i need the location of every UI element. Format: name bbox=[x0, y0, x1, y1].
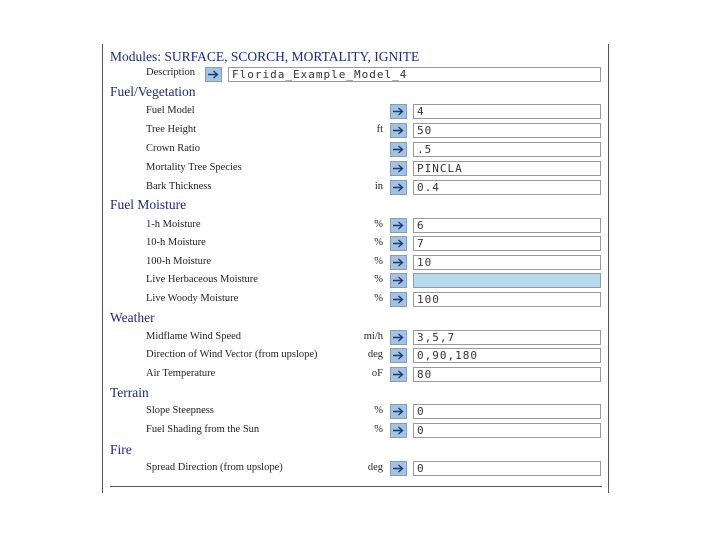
tree-height-label: Tree Height bbox=[146, 124, 197, 135]
midflame-wind-speed-label: Midflame Wind Speed bbox=[146, 331, 242, 342]
live-herbaceous-moisture-field[interactable] bbox=[413, 273, 601, 288]
description-label: Description bbox=[146, 67, 195, 78]
slope-steepness-unit: % bbox=[374, 405, 383, 416]
1-h-moisture-arrow-button[interactable] bbox=[390, 218, 407, 233]
direction-of-wind-vector-from-upslope-field[interactable]: 0,90,180 bbox=[413, 348, 601, 363]
mortality-tree-species-label: Mortality Tree Species bbox=[146, 162, 242, 173]
right-arrow-icon bbox=[393, 239, 404, 248]
tree-height-unit: ft bbox=[376, 124, 383, 135]
direction-of-wind-vector-from-upslope-arrow-button[interactable] bbox=[390, 348, 407, 363]
direction-of-wind-vector-from-upslope-label: Direction of Wind Vector (from upslope) bbox=[146, 349, 318, 360]
section-heading-fire: Fire bbox=[110, 442, 132, 457]
100-h-moisture-unit: % bbox=[374, 256, 383, 267]
air-temperature-label: Air Temperature bbox=[146, 368, 216, 379]
fuel-shading-from-the-sun-field[interactable]: 0 bbox=[413, 423, 601, 438]
air-temperature-arrow-button[interactable] bbox=[390, 367, 407, 382]
right-arrow-icon bbox=[393, 258, 404, 267]
mortality-tree-species-arrow-button[interactable] bbox=[390, 161, 407, 176]
right-arrow-icon bbox=[393, 145, 404, 154]
midflame-wind-speed-unit: mi/h bbox=[363, 331, 383, 342]
1-h-moisture-label: 1-h Moisture bbox=[146, 219, 201, 230]
10-h-moisture-field[interactable]: 7 bbox=[413, 236, 601, 251]
bottom-divider bbox=[110, 486, 602, 487]
description-arrow-button[interactable] bbox=[205, 67, 222, 82]
section-heading-fuel-vegetation: Fuel/Vegetation bbox=[110, 84, 196, 99]
live-woody-moisture-label: Live Woody Moisture bbox=[146, 293, 239, 304]
right-arrow-icon bbox=[393, 333, 404, 342]
crown-ratio-label: Crown Ratio bbox=[146, 143, 200, 154]
midflame-wind-speed-field[interactable]: 3,5,7 bbox=[413, 330, 601, 345]
1-h-moisture-unit: % bbox=[374, 219, 383, 230]
fuel-model-arrow-button[interactable] bbox=[390, 104, 407, 119]
crown-ratio-arrow-button[interactable] bbox=[390, 142, 407, 157]
live-herbaceous-moisture-arrow-button[interactable] bbox=[390, 273, 407, 288]
fuel-shading-from-the-sun-unit: % bbox=[374, 424, 383, 435]
live-woody-moisture-arrow-button[interactable] bbox=[390, 292, 407, 307]
live-woody-moisture-field[interactable]: 100 bbox=[413, 292, 601, 307]
right-arrow-icon bbox=[393, 126, 404, 135]
100-h-moisture-arrow-button[interactable] bbox=[390, 255, 407, 270]
live-herbaceous-moisture-label: Live Herbaceous Moisture bbox=[146, 274, 258, 285]
direction-of-wind-vector-from-upslope-unit: deg bbox=[367, 349, 383, 360]
crown-ratio-field[interactable]: .5 bbox=[413, 142, 601, 157]
air-temperature-field[interactable]: 80 bbox=[413, 367, 601, 382]
live-herbaceous-moisture-unit: % bbox=[374, 274, 383, 285]
live-woody-moisture-unit: % bbox=[374, 293, 383, 304]
slope-steepness-label: Slope Steepness bbox=[146, 405, 214, 416]
bark-thickness-arrow-button[interactable] bbox=[390, 180, 407, 195]
right-arrow-icon bbox=[393, 221, 404, 230]
right-arrow-icon bbox=[393, 276, 404, 285]
100-h-moisture-label: 100-h Moisture bbox=[146, 256, 212, 267]
right-arrow-icon bbox=[208, 70, 219, 79]
section-heading-weather: Weather bbox=[110, 310, 155, 325]
spread-direction-from-upslope-arrow-button[interactable] bbox=[390, 461, 407, 476]
10-h-moisture-unit: % bbox=[374, 237, 383, 248]
right-arrow-icon bbox=[393, 107, 404, 116]
mortality-tree-species-field[interactable]: PINCLA bbox=[413, 161, 601, 176]
10-h-moisture-arrow-button[interactable] bbox=[390, 236, 407, 251]
right-arrow-icon bbox=[393, 370, 404, 379]
10-h-moisture-label: 10-h Moisture bbox=[146, 237, 206, 248]
slope-steepness-arrow-button[interactable] bbox=[390, 404, 407, 419]
right-arrow-icon bbox=[393, 351, 404, 360]
section-heading-fuel-moisture: Fuel Moisture bbox=[110, 197, 187, 212]
description-field[interactable]: Florida_Example_Model_4 bbox=[228, 67, 601, 82]
slope-steepness-field[interactable]: 0 bbox=[413, 404, 601, 419]
right-arrow-icon bbox=[393, 183, 404, 192]
spread-direction-from-upslope-label: Spread Direction (from upslope) bbox=[146, 462, 283, 473]
bark-thickness-field[interactable]: 0.4 bbox=[413, 180, 601, 195]
right-arrow-icon bbox=[393, 407, 404, 416]
modules-title: Modules: SURFACE, SCORCH, MORTALITY, IGNITE bbox=[110, 49, 420, 64]
1-h-moisture-field[interactable]: 6 bbox=[413, 218, 601, 233]
midflame-wind-speed-arrow-button[interactable] bbox=[390, 330, 407, 345]
fuel-shading-from-the-sun-label: Fuel Shading from the Sun bbox=[146, 424, 260, 435]
air-temperature-unit: oF bbox=[371, 368, 383, 379]
tree-height-arrow-button[interactable] bbox=[390, 123, 407, 138]
fuel-model-field[interactable]: 4 bbox=[413, 104, 601, 119]
section-heading-terrain: Terrain bbox=[110, 385, 149, 400]
bark-thickness-label: Bark Thickness bbox=[146, 181, 212, 192]
100-h-moisture-field[interactable]: 10 bbox=[413, 255, 601, 270]
right-arrow-icon bbox=[393, 295, 404, 304]
right-arrow-icon bbox=[393, 464, 404, 473]
right-arrow-icon bbox=[393, 164, 404, 173]
right-arrow-icon bbox=[393, 426, 404, 435]
fuel-shading-from-the-sun-arrow-button[interactable] bbox=[390, 423, 407, 438]
fuel-model-label: Fuel Model bbox=[146, 105, 195, 116]
spread-direction-from-upslope-unit: deg bbox=[367, 462, 383, 473]
spread-direction-from-upslope-field[interactable]: 0 bbox=[413, 461, 601, 476]
tree-height-field[interactable]: 50 bbox=[413, 123, 601, 138]
bark-thickness-unit: in bbox=[374, 181, 383, 192]
